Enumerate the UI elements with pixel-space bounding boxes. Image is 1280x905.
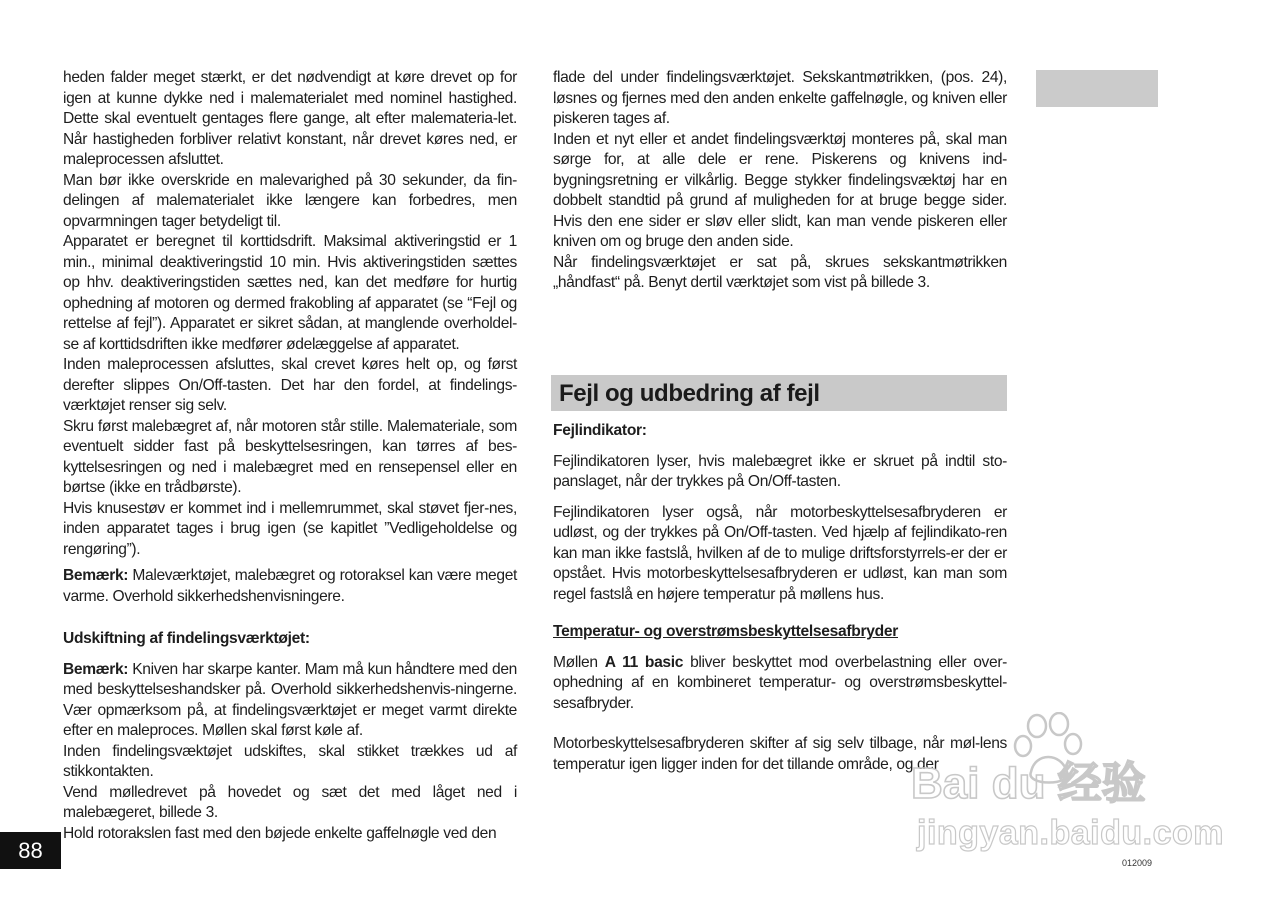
subheading: Udskiftning af findelingsværktøjet: [63, 630, 310, 647]
chapter-tab [1036, 70, 1158, 107]
paragraph: Inden maleprocessen afsluttes, skal crevet køres helt op, og først derefter slippes On/Off-tasten. Det har den fordel, at findelings-værktøjet renser sig selv. [63, 356, 517, 414]
paragraph: flade del under findelingsværktøjet. Sekskantmøtrikken, (pos. 24), løsnes og fjernes med den anden enkelte gaffelnøgle, og kniven eller piskeren tages af. [553, 69, 1007, 127]
paragraph: Når findelingsværktøjet er sat på, skrues sekskantmøtrikken „håndfast“ på. Benyt dertil værktøjet som vist på billede 3. [553, 253, 1007, 291]
paragraph: Apparatet er beregnet til korttidsdrift. Maksimal aktiveringstid er 1 min., minimal deaktiveringstid 10 min. Hvis aktiveringstiden sættes op hhv. deaktiveringstiden sættes ned, kan det medføre for hurtig ophedning af motoren og dermed frakobling af apparatet (se “Fejl og rettelse af fejl”). Apparatet er sikret sådan, at manglende overholdel-se af korttidsdriften ikke medfører ødelæggelse af apparatet. [63, 233, 517, 353]
note-paragraph [63, 660, 517, 742]
note-label: Bemærk: [63, 660, 129, 678]
page-number: 88 [0, 832, 61, 869]
note-text: Maleværktøjet, malebægret og rotoraksel kan være meget varme. Overhold sikkerhedshenvisningere. [63, 567, 517, 605]
paragraph: Man bør ikke overskride en malevarighed på 30 sekunder, da fin-delingen af malematerialet ikke længere kan forbedres, men opvarmningen tager betydeligt til. [63, 171, 517, 230]
paragraph: Hold rotorakslen fast med den bøjede enkelte gaffelnøgle ved den [63, 824, 497, 842]
model-name: A 11 basic [604, 653, 684, 671]
text-run: Møllen [553, 653, 605, 671]
paragraph: Hvis knusestøv er kommet ind i mellemrummet, skal støvet fjer-nes, inden apparatet tages i brug igen (se kapitlet ”Vedligeholdelse og rengøring”). [63, 499, 517, 558]
note-text: Kniven har skarpe kanter. Mam må kun håndtere med den med beskyttelseshandsker på. Overhold sikkerhedshenvis-ningerne. Vær opmærksom på, at findelingsværktøjet er meget varmt direkte efter en maleproces. Møllen skal først køle af. [63, 660, 517, 739]
right-column-top [553, 68, 1007, 294]
paragraph: Skru først malebægret af, når motoren står stille. Malemateriale, som eventuelt sidder fast på beskyttelsesringen, kan tørres af bes-kyttelsesringen og ned i malebægret med en rensepensel eller en børtse (ikke en trådbørste). [63, 417, 517, 496]
note-paragraph [63, 566, 517, 607]
paragraph: heden falder meget stærkt, er det nødvendigt at køre drevet op for igen at kunne dykke ned i malematerialet med nominel hastighed. Dette skal eventuelt gentages flere gange, alt efter malemateria-let. Når hastigheden forbliver relativt konstant, når drevet køres ned, er maleprocessen afsluttet. [63, 69, 517, 168]
paragraph: Fejlindikatoren lyser, hvis malebægret ikke er skruet på indtil sto-panslaget, når der trykkes på On/Off-tasten. [553, 452, 1007, 490]
paragraph [553, 653, 1007, 715]
text-run: bliver beskyttet mod overbelastning eller over-ophedning af en kombineret temperatur- og overstrømsbeskyttel-sesafbryder. [553, 653, 1008, 712]
watermark-url: jingyan.baidu.com [917, 814, 1224, 852]
subheading: Temperatur- og overstrømsbeskyttelsesafbryder [553, 623, 898, 640]
subheading: Fejlindikator: [553, 422, 647, 439]
paragraph: Inden et nyt eller et andet findelingsværktøj monteres på, skal man sørge for, at alle dele er rene. Piskerens og knivens ind-bygningsretning er vilkårlig. Begge stykker findelingsvæktøj har en dobbelt standtid på grund af muligheden for at bruge begge sider. Hvis den ene sider er sløv eller slidt, kan man vende piskeren eller kniven om og bruge den anden side. [553, 130, 1007, 250]
right-column-bottom [553, 421, 1007, 775]
paragraph: Fejlindikatoren lyser også, når motorbeskyttelsesafbryderen er udløst, og der trykkes på On/Off-tasten. Ved hjælp af fejlindikato-ren kan man ikke fastslå, hvilken af de to mulige driftsforstyrrels-er der er opstået. Hvis motorbeskyttelsesafbryderen er udløst, kan man som regel fastslå en højere temperatur på møllens hus. [553, 503, 1007, 603]
note-label: Bemærk: [63, 567, 129, 584]
paragraph: Motorbeskyttelsesafbryderen skifter af sig selv tilbage, når møl-lens temperatur igen ligger inden for det tillande område, og der [553, 735, 1007, 773]
section-title: Fejl og udbedring af fejl [551, 375, 1007, 411]
watermark-brand: Bai du 经验 [911, 759, 1146, 808]
paragraph: Vend mølledrevet på hovedet og sæt det med låget ned i malebægeret, billede 3. [63, 783, 517, 821]
left-column [63, 68, 517, 844]
paragraph: Inden findelingsvæktøjet udskiftes, skal stikket trækkes ud af stikkontakten. [63, 742, 517, 780]
document-number: 012009 [1122, 858, 1153, 868]
